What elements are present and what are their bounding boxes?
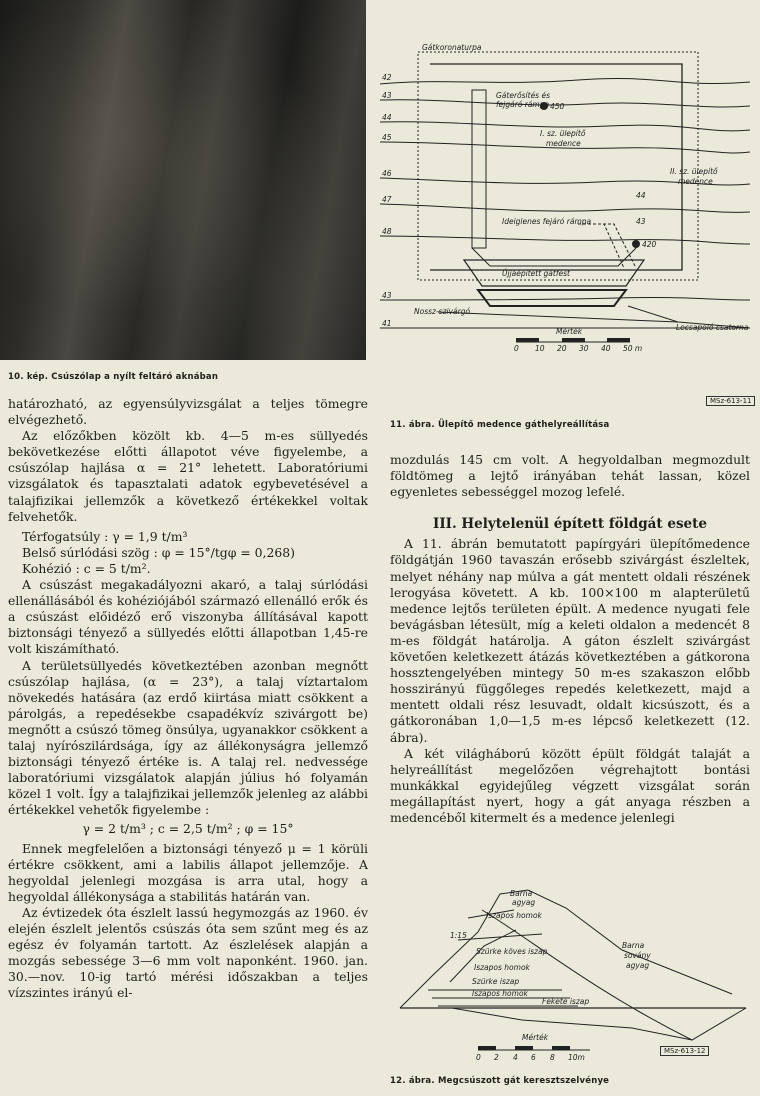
right-column-text: [390, 452, 750, 826]
fig11-label-nossz: Nossz-szivárgó: [414, 307, 471, 316]
fig11-scale-tick-4: 40: [601, 344, 611, 353]
right-paragraph-1: mozdulás 145 cm volt. A hegyoldalban megmozdult földtömeg a lejtő irányában tehát lassan, közel egyenletes sebességgel mozog lefelé.: [390, 452, 750, 500]
fig11-contour-11: 41: [382, 319, 392, 328]
left-paragraph-2: Az előzőkben közölt kb. 4—5 m-es süllyedés bekövetkezése előtti állapotot véve figyelembe, a csúszólap hajlása α = 21° lehetett. Laboratóriumi vizsgálatok és tapasztalati adatok egybevetésével a talajfizikai jellemzők a következő értékekkel voltak felvehetők.: [8, 428, 368, 524]
fig12-label-iszapos-homok-2: Iszapos homok: [474, 963, 530, 972]
fig12-label-szurke-koves: Szürke köves iszap: [476, 947, 548, 956]
fig11-scale-tick-2: 20: [557, 344, 567, 353]
fig11-contour-7: 48: [382, 227, 392, 236]
fig11-scale-tick-1: 10: [535, 344, 545, 353]
fig11-caption: 11. ábra. Ülepítő medence gáthelyreállítása: [390, 420, 610, 430]
left-formula-current: γ = 2 t/m³ ; c = 2,5 t/m² ; φ = 15°: [82, 821, 294, 837]
fig11-label-lecsapolo: Lecsapoló csatorna: [676, 323, 749, 332]
fig11-scale-tick-3: 30: [579, 344, 589, 353]
fig11-contour-9: 43: [636, 217, 646, 226]
left-paragraph-3: A csúszást megakadályozni akaró, a talaj súrlódási ellenállásából és kohéziójából származó ellenálló erők és a csúszást előidéző erő viszonyba állításával kapott biztonsági tényező a süllyedés előtti állapotban 1,45-re volt kiszámítható.: [8, 577, 368, 657]
right-paragraph-3: A két világháború között épült földgát talaját a helyreállítást megelőzően végrehajtott bontási munkákkal egyidejűleg végzett vizsgálat során megállapítást nyert, hogy a gát anyaga részben a medencéből kitermelt és a medence jelenlegi: [390, 745, 750, 825]
fig11-contour-8: 44: [636, 191, 646, 200]
left-formula-friction: Belső súrlódási szög : φ = 15°/tgφ = 0,268): [22, 544, 295, 560]
fig11-label-med1-1: I. sz. ülepítő: [540, 129, 586, 138]
fig11-label-ujjaepitett: Újjáépített gátfest: [502, 269, 570, 278]
fig12-scale-tick-5: 10m: [568, 1053, 585, 1062]
right-paragraph-2: A 11. ábrán bemutatott papírgyári ülepítőmedence földgátján 1960 tavaszán erősebb szivárgást észleltek, melyet néhány nap múlva a gát mentett oldali részének lerogyása követett. A kb. 100×100 m alapterületű medence lejtős területen épült. A medence nyugati fele bevágásban létesült, míg a keleti oldalon a medencét 8 m-es földgát határolja. A gáton észlelt szivárgást követően keletkezett átázás következtében a gátkorona hossztengelyében mintegy 50 m-es szakaszon előbb hosszirányú függőleges repedés keletkezett, majd a mentett oldali rész lesuvadt, oldalt kicsúszott, és a gátkoronában 1,0—1,5 m-es lépcső keletkezett (12. ábra).: [390, 536, 750, 745]
section-heading-iii: III. Helytelenül épített földgát esete: [433, 516, 707, 533]
fig12-label-iszapos-homok-1: Iszapos homok: [486, 911, 542, 920]
fig11-label-rampa-2: fejgáró rámpa: [496, 100, 550, 109]
fig11-contour-1: 42: [382, 73, 392, 82]
fig11-code: MSz-613-11: [706, 396, 755, 406]
fig11-label-med2-1: II. sz. ülepítő: [670, 167, 718, 176]
fig12-label-barna-agyag-2: agyag: [512, 898, 536, 907]
fig11-contour-5: 46: [382, 169, 392, 178]
fig11-label-elev-420: 420: [642, 240, 657, 249]
fig11-scale-tick-0: 0: [514, 344, 519, 353]
photo-slip-surface: [0, 0, 366, 360]
fig12-scale-tick-4: 8: [550, 1053, 555, 1062]
fig11-label-ideiglenes: Ideiglenes fejáró rámpa: [502, 217, 592, 226]
fig11-scale-tick-5: 50 m: [623, 344, 643, 353]
fig11-contour-2: 43: [382, 91, 392, 100]
fig12-label-iszapos-homok-3: Iszapos homok: [472, 989, 528, 998]
fig12-label-barna-sovany-3: agyag: [626, 961, 650, 970]
fig11-label-elev-450: 450: [550, 102, 565, 111]
photo-caption: 10. kép. Csúszólap a nyílt feltáró aknában: [8, 372, 219, 382]
left-formula-cohesion: Kohézió : c = 5 t/m².: [22, 560, 151, 576]
fig11-label-med1-2: medence: [546, 139, 581, 148]
fig11-scale-title: Mérték: [556, 327, 583, 336]
fig11-contour-10: 43: [382, 291, 392, 300]
fig12-scale-title: Mérték: [522, 1033, 549, 1042]
fig12-scale-tick-1: 2: [494, 1053, 499, 1062]
fig12-label-slope: 1:15: [450, 931, 467, 940]
figure-11-site-plan: [378, 38, 753, 358]
fig12-scale-tick-3: 6: [531, 1053, 536, 1062]
fig12-label-szurke-iszap: Szürke iszap: [472, 977, 520, 986]
fig12-label-barna-sovany-1: Barna: [622, 941, 645, 950]
fig11-contour-4: 45: [382, 133, 392, 142]
fig12-scale-tick-0: 0: [476, 1053, 481, 1062]
left-paragraph-1: határozható, az egyensúlyvizsgálat a teljes tömegre elvégezhető.: [8, 396, 368, 428]
fig11-contour-3: 44: [382, 113, 392, 122]
fig11-label-rampa-1: Gáterősítés és: [496, 91, 550, 100]
left-paragraph-6: Az évtizedek óta észlelt lassú hegymozgás az 1960. év elején észlelt jelentős csúszás óta sem szűnt meg és az egész év folyamán tartott. Az észlelések alapján a mozgás sebessége 3—6 mm volt naponként. 1960. jan. 30.—nov. 10-ig tartó mérési időszakban a teljes vízszintes irányú el-: [8, 904, 368, 1001]
left-formula-density: Térfogatsúly : γ = 1,9 t/m³: [22, 528, 188, 544]
left-paragraph-5: Ennek megfelelően a biztonsági tényező μ = 1 körüli értékre csökkent, ami a labilis állapot jellemzője. A hegyoldal jelenlegi mozgása is arra utal, hogy a hegyoldal állékonysága a stabilitás határán van.: [8, 840, 368, 904]
fig12-label-barna-agyag-1: Barna: [510, 889, 533, 898]
fig12-code: MSz-613-12: [660, 1046, 709, 1056]
fig12-label-fekete-iszap: Fekete iszap: [542, 997, 590, 1006]
fig11-contour-6: 47: [382, 195, 392, 204]
fig12-caption: 12. ábra. Megcsúszott gát keresztszelvénye: [390, 1076, 610, 1086]
left-column-text: [8, 396, 368, 1001]
fig11-label-gatkorona: Gátkoronaturpa: [422, 43, 482, 52]
fig12-label-barna-sovany-2: sovány: [624, 951, 651, 960]
fig11-label-med2-2: medence: [678, 177, 713, 186]
fig12-scale-tick-2: 4: [513, 1053, 518, 1062]
left-paragraph-4: A területsüllyedés következtében azonban megnőtt csúszólap hajlása, (α = 23°), a talaj víztartalom növekedés hatására (az erdő kiirtása miatt csökkent a párolgás, a repedésekbe csapadékvíz szivárgott be) megnőtt a csúszó tömeg önsúlya, ugyanakkor csökkent a talaj nyírószilárdsága, így az állékonyságra jellemző biztonsági tényező értéke is. A talaj rel. nedvessége laboratóriumi vizsgálatok alapján július hó folyamán közel 1 volt. Így a talajfizikai jellemzők jelenleg az alábbi értékekkel vehetők figyelembe :: [8, 657, 368, 818]
